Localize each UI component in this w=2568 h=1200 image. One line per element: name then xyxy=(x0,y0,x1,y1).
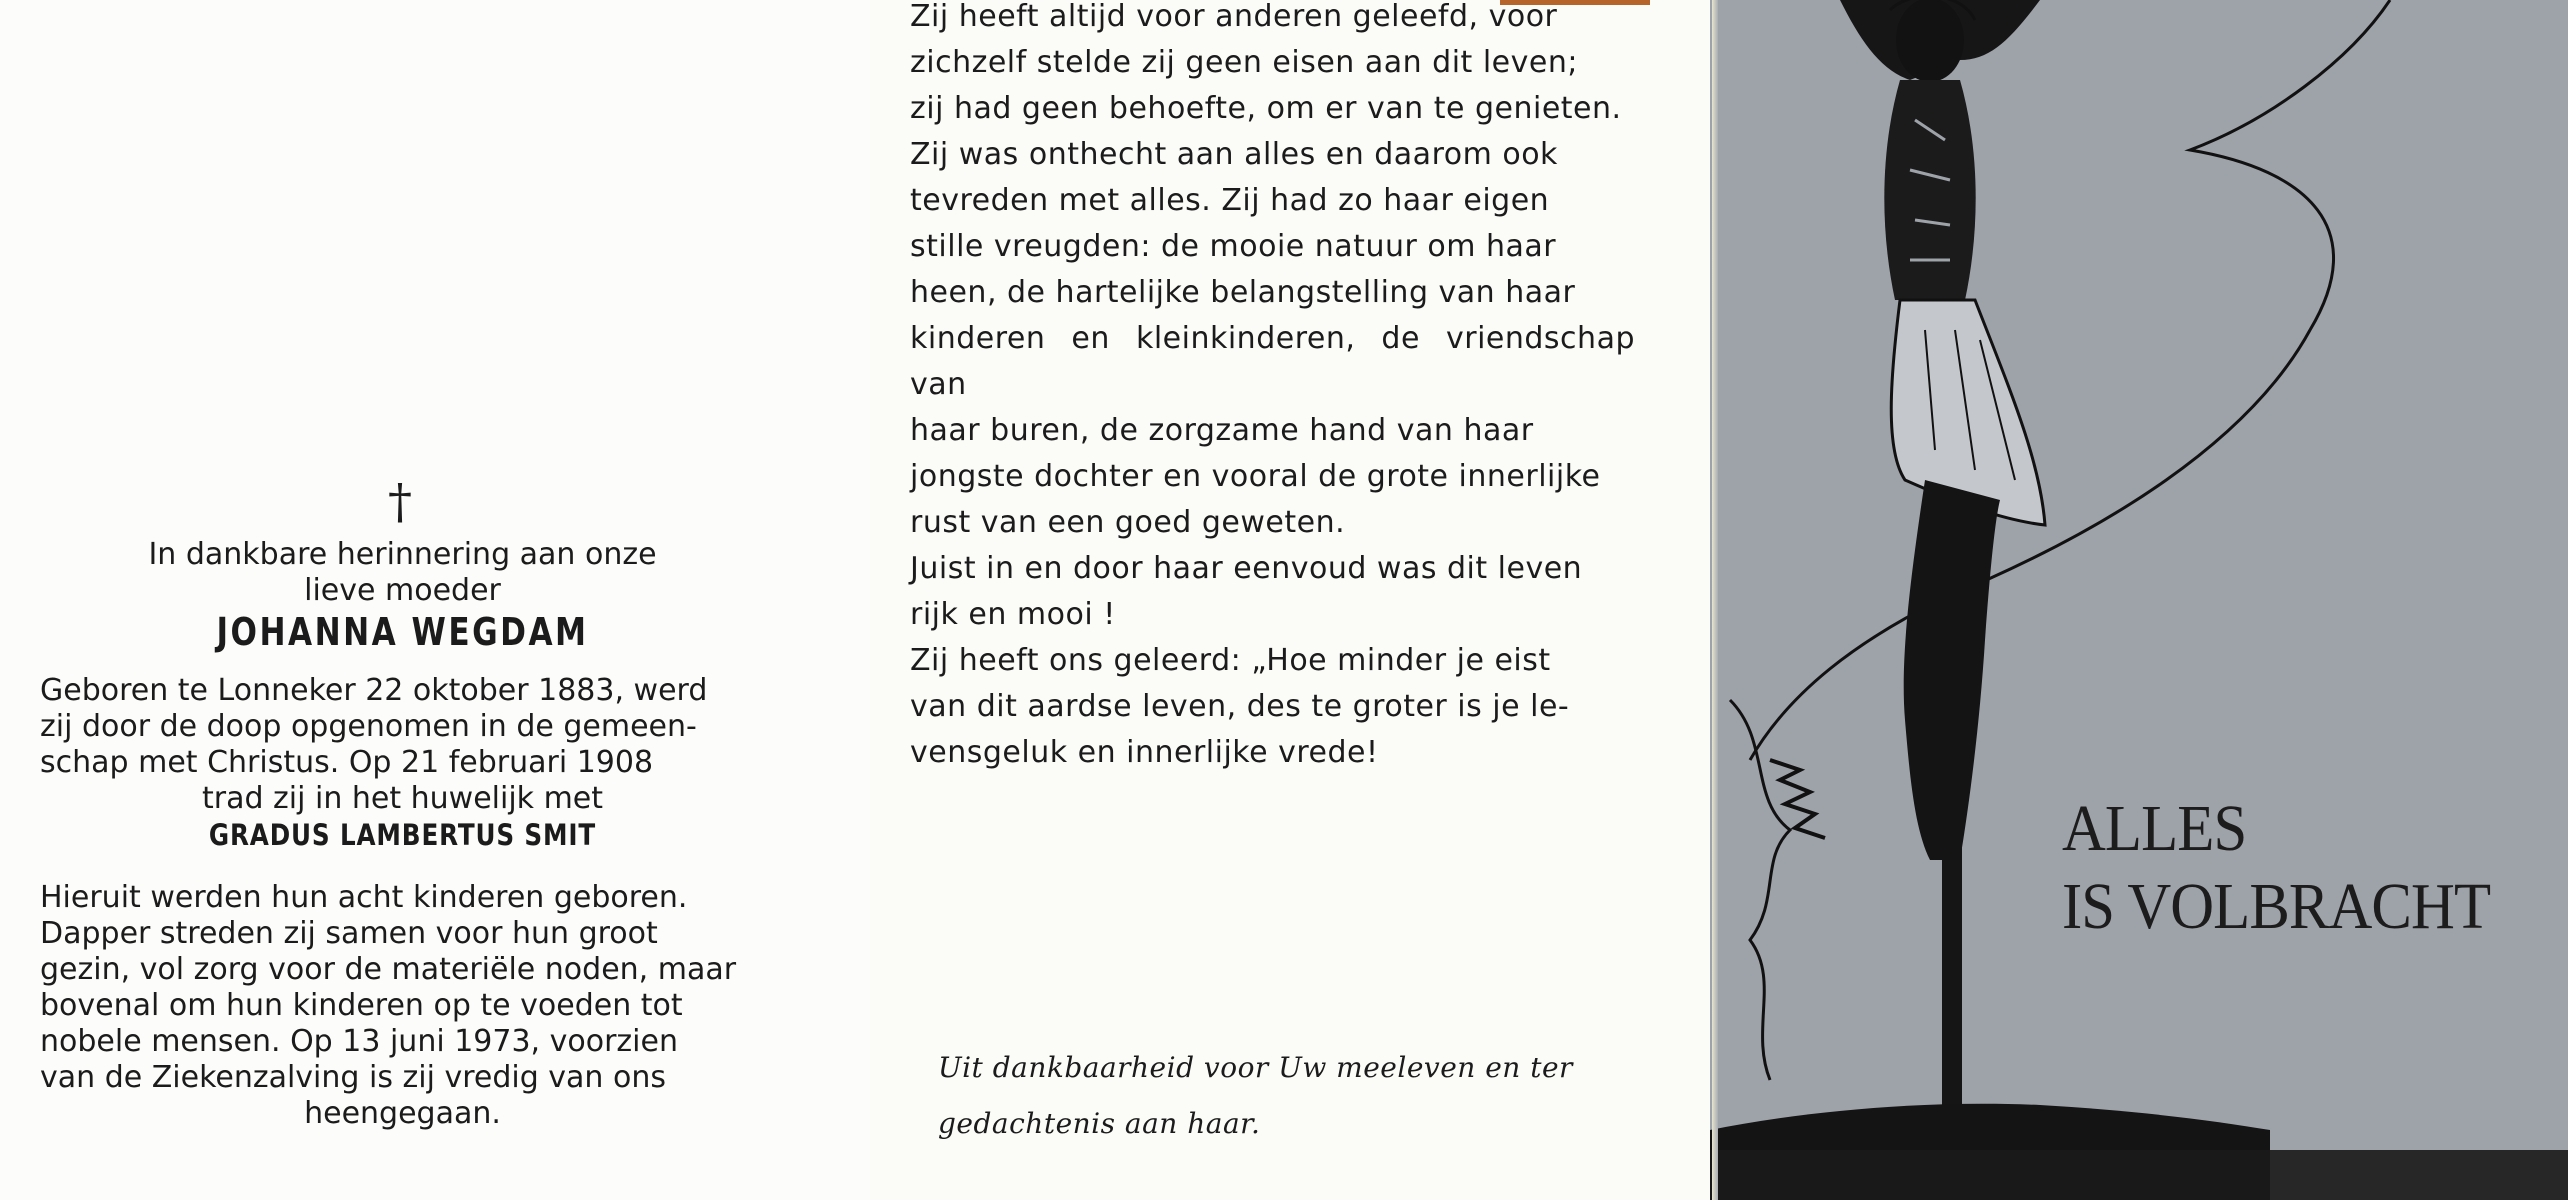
intro-block xyxy=(40,537,765,655)
story-line-4: bovenal om hun kinderen op te voeden tot xyxy=(40,988,683,1023)
cover-title-line-1: ALLES xyxy=(2062,792,2247,865)
eulogy-line: Zij heeft ons geleerd: „Hoe minder je eist xyxy=(910,643,1551,678)
eulogy-line: jongste dochter en vooral de grote innerlijke xyxy=(910,459,1601,494)
story-line-6: van de Ziekenzalving is zij vredig van ons xyxy=(40,1060,666,1095)
birth-line-2: zij door de doop opgenomen in de gemeen- xyxy=(40,709,697,744)
deceased-name: JOHANNA WEGDAM xyxy=(216,610,589,654)
eulogy-line: zichzelf stelde zij geen eisen aan dit leven; xyxy=(910,45,1578,80)
eulogy-line: heen, de hartelijke belangstelling van haar xyxy=(910,275,1576,310)
cover-panel xyxy=(1710,0,2568,1200)
thanks-line-2: gedachtenis aan haar. xyxy=(938,1107,1261,1140)
eulogy-line: kinderen en kleinkinderen, de vriendschap van xyxy=(910,321,1635,402)
spouse-name: GRADUS LAMBERTUS SMIT xyxy=(208,818,597,852)
eulogy-line: vensgeluk en innerlijke vrede! xyxy=(910,735,1379,770)
story-line-7: heengegaan. xyxy=(304,1096,501,1131)
eulogy-line: Juist in en door haar eenvoud was dit leven xyxy=(910,551,1583,586)
birth-line-4: trad zij in het huwelijk met xyxy=(201,781,604,816)
cover-title-line-2: IS VOLBRACHT xyxy=(2062,870,2491,943)
fold-edge xyxy=(1712,0,1718,1200)
eulogy-line: rust van een goed geweten. xyxy=(910,505,1346,540)
birth-line-3: schap met Christus. Op 21 februari 1908 xyxy=(40,745,654,780)
cover-title xyxy=(2062,790,2527,946)
eulogy-line: Zij heeft altijd voor anderen geleefd, voor xyxy=(910,0,1558,34)
crucifix-illustration xyxy=(1710,0,2568,1200)
story-block xyxy=(40,880,765,1132)
eulogy-line: haar buren, de zorgzame hand van haar xyxy=(910,413,1534,448)
cross-symbol: † xyxy=(388,474,412,530)
eulogy-line: van dit aardse leven, des te groter is je le- xyxy=(910,689,1570,724)
eulogy-line: rijk en mooi ! xyxy=(910,597,1116,632)
story-line-5: nobele mensen. Op 13 juni 1973, voorzien xyxy=(40,1024,678,1059)
intro-line-2: lieve moeder xyxy=(304,573,501,608)
birth-line-1: Geboren te Lonneker 22 oktober 1883, werd xyxy=(40,673,708,708)
thanks-note xyxy=(938,1040,1638,1152)
eulogy-line: tevreden met alles. Zij had zo haar eigen xyxy=(910,183,1550,218)
story-line-2: Dapper streden zij samen voor hun groot xyxy=(40,916,658,951)
birth-block xyxy=(40,673,765,853)
eulogy-line: stille vreugden: de mooie natuur om haar xyxy=(910,229,1557,264)
story-line-3: gezin, vol zorg voor de materiële noden, maar xyxy=(40,952,737,987)
thanks-line-1: Uit dankbaarheid voor Uw meeleven en ter xyxy=(938,1051,1573,1084)
eulogy-line: Zij was onthecht aan alles en daarom ook xyxy=(910,137,1558,172)
eulogy-line: zij had geen behoefte, om er van te genieten. xyxy=(910,91,1622,126)
eulogy-text xyxy=(910,0,1635,776)
intro-line-1: In dankbare herinnering aan onze xyxy=(148,537,657,572)
story-line-1: Hieruit werden hun acht kinderen geboren. xyxy=(40,880,688,915)
